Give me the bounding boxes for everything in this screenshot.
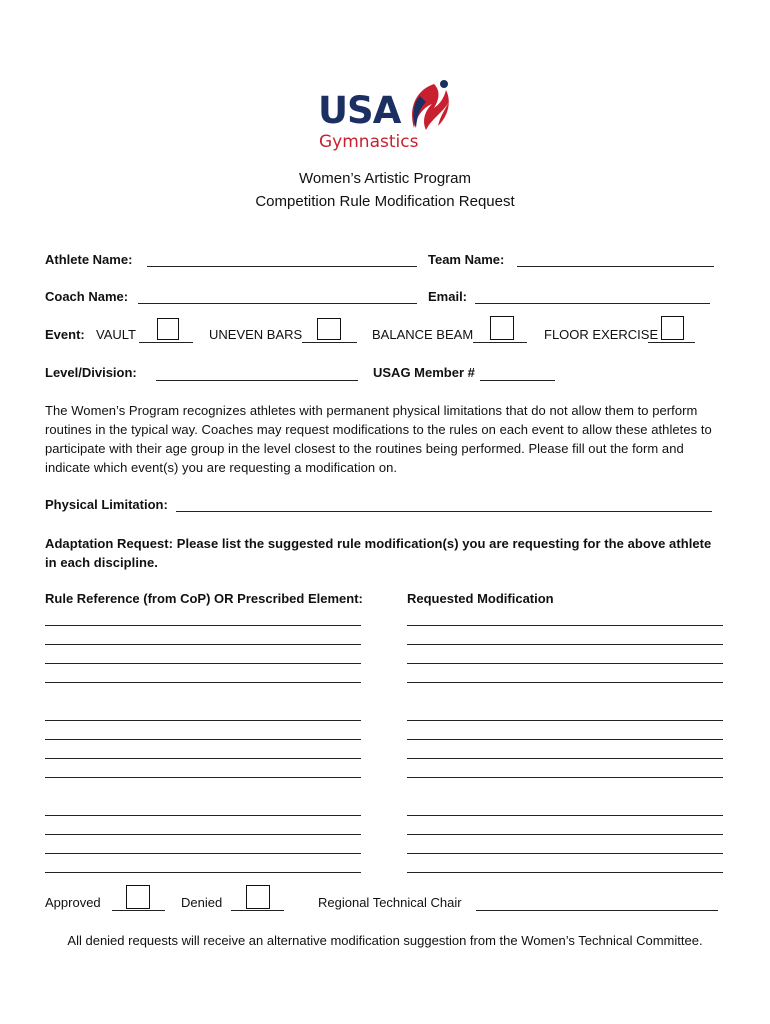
modification-line[interactable]: [407, 815, 723, 816]
balance-beam-checkbox[interactable]: [490, 316, 514, 340]
event-balance-beam-line: [473, 342, 527, 343]
usag-member-label: USAG Member #: [373, 365, 475, 380]
rule-line[interactable]: [45, 834, 361, 835]
footer-note: All denied requests will receive an alternative modification suggestion from the Women’s Technical Committee.: [67, 933, 703, 948]
level-division-label: Level/Division:: [45, 365, 137, 380]
modification-line[interactable]: [407, 625, 723, 626]
rule-line[interactable]: [45, 777, 361, 778]
page-subtitle: Competition Rule Modification Request: [255, 193, 515, 210]
rule-line[interactable]: [45, 758, 361, 759]
email-label: Email:: [428, 289, 468, 304]
regional-chair-label: Regional Technical Chair: [318, 895, 462, 910]
rule-line[interactable]: [45, 872, 361, 873]
athlete-name-field[interactable]: [147, 266, 417, 267]
uneven-bars-checkbox[interactable]: [317, 318, 341, 340]
event-label: Event:: [45, 327, 85, 342]
physical-limitation-label: Physical Limitation:: [45, 497, 168, 512]
intro-paragraph: The Women’s Program recognizes athletes with permanent physical limitations that do not allow them to perform routines in the typical way. Coaches may request modifications to the rules on each event to allow these athletes to participate with their age group in the level closest to the routines being performed. Please fill out the form and indicate which event(s) you are requesting a modification on.: [45, 403, 712, 475]
modification-line[interactable]: [407, 758, 723, 759]
level-division-field[interactable]: [156, 380, 358, 381]
usag-member-field[interactable]: [480, 380, 555, 381]
approved-label: Approved: [45, 895, 101, 910]
modification-line[interactable]: [407, 834, 723, 835]
rule-reference-header: Rule Reference (from CoP) OR Prescribed Element:: [45, 591, 363, 606]
rule-line[interactable]: [45, 625, 361, 626]
rule-line[interactable]: [45, 815, 361, 816]
regional-chair-field[interactable]: [476, 910, 718, 911]
coach-name-label: Coach Name:: [45, 289, 129, 304]
modification-line[interactable]: [407, 682, 723, 683]
logo-gymnastics-text: Gymnastics: [319, 132, 419, 152]
rule-line[interactable]: [45, 853, 361, 854]
rule-line[interactable]: [45, 739, 361, 740]
event-floor-exercise-label: FLOOR EXERCISE: [544, 327, 659, 342]
denied-line: [231, 910, 284, 911]
rule-line[interactable]: [45, 644, 361, 645]
approved-checkbox[interactable]: [126, 885, 150, 909]
modification-line[interactable]: [407, 872, 723, 873]
approved-line: [112, 910, 165, 911]
modification-line[interactable]: [407, 739, 723, 740]
event-balance-beam-label: BALANCE BEAM: [372, 327, 474, 342]
modification-line[interactable]: [407, 720, 723, 721]
coach-name-field[interactable]: [138, 303, 417, 304]
team-name-field[interactable]: [517, 266, 714, 267]
event-vault-label: VAULT: [96, 327, 136, 342]
rule-line[interactable]: [45, 663, 361, 664]
modification-line[interactable]: [407, 853, 723, 854]
page-title: Women’s Artistic Program: [299, 170, 471, 187]
requested-modification-header: Requested Modification: [407, 591, 554, 606]
rule-line[interactable]: [45, 682, 361, 683]
denied-checkbox[interactable]: [246, 885, 270, 909]
floor-exercise-checkbox[interactable]: [661, 316, 684, 340]
adaptation-request-heading: Adaptation Request: Please list the suggested rule modification(s) you are requesting for the above athlete in each discipline.: [45, 536, 712, 570]
vault-checkbox[interactable]: [157, 318, 179, 340]
rule-line[interactable]: [45, 720, 361, 721]
event-uneven-bars-label: UNEVEN BARS: [209, 327, 303, 342]
athlete-name-label: Athlete Name:: [45, 252, 133, 267]
event-floor-exercise-line: [648, 342, 695, 343]
physical-limitation-field[interactable]: [176, 511, 712, 512]
modification-line[interactable]: [407, 777, 723, 778]
modification-line[interactable]: [407, 663, 723, 664]
event-uneven-bars-line: [302, 342, 357, 343]
event-vault-line: [139, 342, 193, 343]
email-field[interactable]: [475, 303, 710, 304]
logo-usa-text: USA: [318, 89, 401, 132]
team-name-label: Team Name:: [428, 252, 505, 267]
denied-label: Denied: [181, 895, 223, 910]
usa-gymnastics-logo: [316, 78, 456, 154]
modification-line[interactable]: [407, 644, 723, 645]
